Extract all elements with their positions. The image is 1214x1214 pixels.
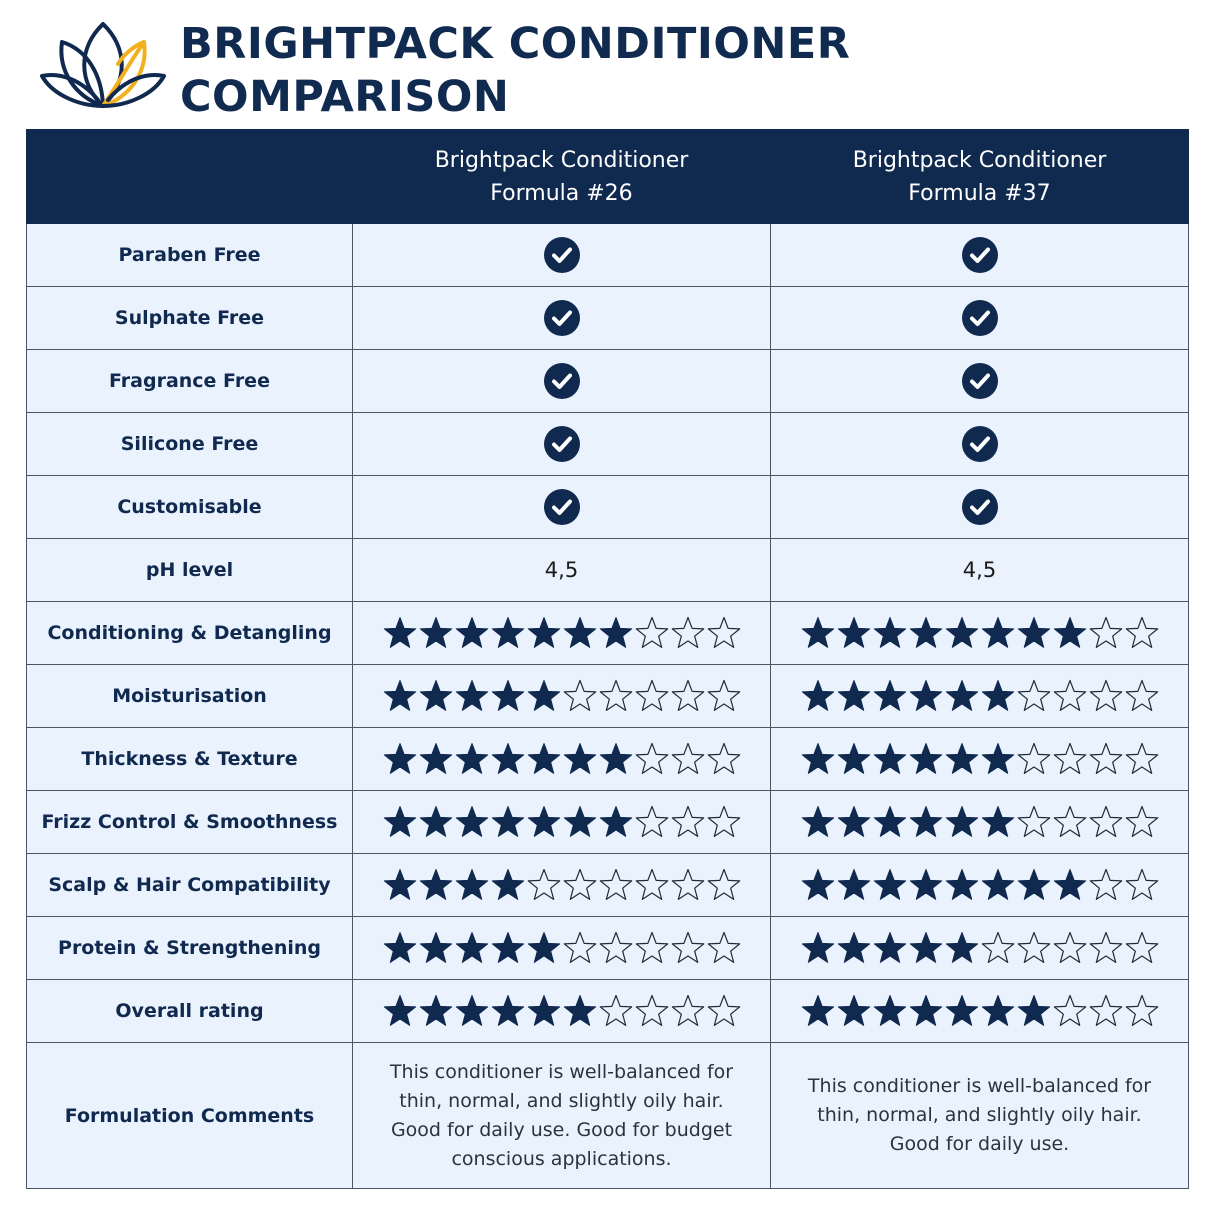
star-empty-icon	[707, 805, 741, 839]
star-empty-icon	[1053, 805, 1087, 839]
star-filled-icon	[981, 742, 1015, 776]
table-row	[27, 665, 1189, 728]
row-label: Paraben Free	[27, 224, 353, 287]
star-filled-icon	[563, 742, 597, 776]
star-filled-icon	[599, 742, 633, 776]
star-empty-icon	[635, 805, 669, 839]
star-empty-icon	[1125, 931, 1159, 965]
star-filled-icon	[527, 994, 561, 1028]
star-filled-icon	[455, 679, 489, 713]
star-empty-icon	[635, 994, 669, 1028]
table-row	[27, 350, 1189, 413]
check-circle-icon	[961, 299, 999, 337]
star-empty-icon	[671, 868, 705, 902]
star-empty-icon	[707, 616, 741, 650]
comment-line: Good for daily use.	[889, 1133, 1070, 1155]
cell-formula-37	[771, 224, 1189, 287]
table-row	[27, 917, 1189, 980]
cell-formula-37	[771, 350, 1189, 413]
star-empty-icon	[1125, 805, 1159, 839]
star-filled-icon	[491, 616, 525, 650]
star-filled-icon	[455, 994, 489, 1028]
star-filled-icon	[455, 868, 489, 902]
table-row	[27, 791, 1189, 854]
formulation-comment	[353, 1058, 770, 1174]
star-filled-icon	[981, 994, 1015, 1028]
star-empty-icon	[707, 742, 741, 776]
star-filled-icon	[419, 742, 453, 776]
cell-formula-26	[353, 287, 771, 350]
cell-formula-26	[353, 917, 771, 980]
table-row	[27, 224, 1189, 287]
star-empty-icon	[599, 994, 633, 1028]
star-filled-icon	[837, 679, 871, 713]
table-row	[27, 854, 1189, 917]
cell-formula-37	[771, 1043, 1189, 1189]
cell-formula-37	[771, 791, 1189, 854]
star-filled-icon	[837, 994, 871, 1028]
check-circle-icon	[543, 488, 581, 526]
star-filled-icon	[801, 679, 835, 713]
cell-formula-37	[771, 665, 1189, 728]
comment-line: conscious applications.	[451, 1147, 672, 1170]
star-filled-icon	[527, 616, 561, 650]
check-circle-icon	[961, 236, 999, 274]
star-empty-icon	[1053, 679, 1087, 713]
star-empty-icon	[1017, 931, 1051, 965]
comment-line: This conditioner is well-balanced for	[807, 1075, 1152, 1097]
title-line-1: BRIGHTPACK CONDITIONER	[180, 19, 851, 69]
star-rating	[801, 805, 1159, 839]
comment-line: thin, normal, and slightly oily hair.	[817, 1104, 1142, 1126]
check-circle-icon	[961, 488, 999, 526]
header-formula-37-line-2: Formula #37	[908, 180, 1051, 206]
cell-formula-26	[353, 350, 771, 413]
row-label: Silicone Free	[27, 413, 353, 476]
star-empty-icon	[635, 931, 669, 965]
star-filled-icon	[909, 994, 943, 1028]
star-empty-icon	[599, 868, 633, 902]
table-row	[27, 728, 1189, 791]
comment-line: Good for daily use. Good for budget	[390, 1118, 733, 1141]
star-empty-icon	[599, 679, 633, 713]
cell-formula-37	[771, 854, 1189, 917]
check-circle-icon	[961, 425, 999, 463]
cell-formula-26	[353, 1043, 771, 1189]
star-empty-icon	[707, 679, 741, 713]
star-empty-icon	[1017, 679, 1051, 713]
star-filled-icon	[527, 931, 561, 965]
star-empty-icon	[981, 931, 1015, 965]
cell-formula-26	[353, 728, 771, 791]
star-rating	[383, 805, 741, 839]
star-filled-icon	[491, 679, 525, 713]
star-rating	[801, 868, 1159, 902]
cell-formula-37	[771, 476, 1189, 539]
star-filled-icon	[909, 868, 943, 902]
star-filled-icon	[455, 931, 489, 965]
star-empty-icon	[671, 994, 705, 1028]
star-filled-icon	[801, 994, 835, 1028]
star-filled-icon	[383, 931, 417, 965]
row-label: Thickness & Texture	[27, 728, 353, 791]
star-filled-icon	[383, 616, 417, 650]
star-empty-icon	[671, 931, 705, 965]
comparison-table	[26, 129, 1189, 1189]
star-filled-icon	[837, 805, 871, 839]
star-filled-icon	[873, 994, 907, 1028]
cell-formula-37	[771, 602, 1189, 665]
star-filled-icon	[837, 931, 871, 965]
star-rating	[383, 742, 741, 776]
check-circle-icon	[543, 362, 581, 400]
star-filled-icon	[491, 931, 525, 965]
title-line-2: COMPARISON	[180, 72, 510, 122]
star-rating	[801, 679, 1159, 713]
star-filled-icon	[873, 931, 907, 965]
star-empty-icon	[1125, 679, 1159, 713]
star-filled-icon	[599, 805, 633, 839]
star-empty-icon	[563, 931, 597, 965]
star-empty-icon	[671, 805, 705, 839]
star-filled-icon	[455, 805, 489, 839]
star-empty-icon	[671, 679, 705, 713]
star-filled-icon	[945, 742, 979, 776]
star-empty-icon	[1089, 805, 1123, 839]
cell-formula-26	[353, 413, 771, 476]
cell-formula-37	[771, 413, 1189, 476]
star-filled-icon	[563, 805, 597, 839]
star-empty-icon	[1089, 994, 1123, 1028]
star-empty-icon	[1125, 868, 1159, 902]
row-label: Moisturisation	[27, 665, 353, 728]
star-filled-icon	[945, 994, 979, 1028]
header	[0, 0, 1214, 128]
star-filled-icon	[945, 931, 979, 965]
check-circle-icon	[543, 299, 581, 337]
star-filled-icon	[383, 868, 417, 902]
table-row	[27, 602, 1189, 665]
star-filled-icon	[909, 616, 943, 650]
star-filled-icon	[419, 679, 453, 713]
row-label: Overall rating	[27, 980, 353, 1043]
star-empty-icon	[635, 742, 669, 776]
header-empty-cell	[27, 130, 353, 224]
star-empty-icon	[1017, 805, 1051, 839]
row-label: Sulphate Free	[27, 287, 353, 350]
star-filled-icon	[873, 742, 907, 776]
star-filled-icon	[527, 679, 561, 713]
star-filled-icon	[419, 805, 453, 839]
cell-formula-37	[771, 728, 1189, 791]
star-filled-icon	[419, 616, 453, 650]
star-empty-icon	[671, 616, 705, 650]
star-filled-icon	[383, 679, 417, 713]
star-empty-icon	[707, 994, 741, 1028]
star-empty-icon	[707, 931, 741, 965]
star-rating	[801, 994, 1159, 1028]
star-empty-icon	[1053, 994, 1087, 1028]
check-circle-icon	[543, 236, 581, 274]
star-empty-icon	[1017, 742, 1051, 776]
star-filled-icon	[909, 742, 943, 776]
cell-formula-26: 4,5	[353, 539, 771, 602]
header-formula-26-line-2: Formula #26	[490, 180, 633, 206]
row-label: Protein & Strengthening	[27, 917, 353, 980]
star-filled-icon	[873, 868, 907, 902]
cell-formula-26	[353, 602, 771, 665]
comment-line: This conditioner is well-balanced for	[389, 1060, 734, 1083]
star-filled-icon	[419, 931, 453, 965]
row-label: Customisable	[27, 476, 353, 539]
table-row	[27, 980, 1189, 1043]
star-filled-icon	[837, 616, 871, 650]
star-filled-icon	[1053, 616, 1087, 650]
star-empty-icon	[707, 868, 741, 902]
star-filled-icon	[873, 679, 907, 713]
star-empty-icon	[635, 868, 669, 902]
cell-formula-37	[771, 287, 1189, 350]
check-circle-icon	[543, 425, 581, 463]
header-formula-37	[771, 130, 1189, 224]
star-filled-icon	[981, 805, 1015, 839]
star-filled-icon	[945, 679, 979, 713]
star-empty-icon	[1089, 868, 1123, 902]
star-rating	[383, 931, 741, 965]
star-filled-icon	[945, 616, 979, 650]
star-empty-icon	[635, 616, 669, 650]
table-row	[27, 476, 1189, 539]
star-filled-icon	[801, 868, 835, 902]
star-empty-icon	[1125, 994, 1159, 1028]
check-circle-icon	[961, 362, 999, 400]
star-filled-icon	[527, 742, 561, 776]
star-filled-icon	[981, 868, 1015, 902]
star-empty-icon	[1125, 742, 1159, 776]
star-filled-icon	[909, 679, 943, 713]
star-filled-icon	[945, 868, 979, 902]
star-rating	[383, 868, 741, 902]
star-filled-icon	[1017, 616, 1051, 650]
star-filled-icon	[455, 616, 489, 650]
star-filled-icon	[801, 742, 835, 776]
star-filled-icon	[945, 805, 979, 839]
star-filled-icon	[873, 616, 907, 650]
table-row	[27, 287, 1189, 350]
star-filled-icon	[563, 994, 597, 1028]
lotus-icon	[38, 20, 168, 112]
header-formula-26-line-1: Brightpack Conditioner	[434, 147, 689, 173]
star-filled-icon	[491, 742, 525, 776]
row-label: Scalp & Hair Compatibility	[27, 854, 353, 917]
star-filled-icon	[383, 994, 417, 1028]
star-empty-icon	[1053, 931, 1087, 965]
star-filled-icon	[837, 868, 871, 902]
star-filled-icon	[419, 994, 453, 1028]
star-filled-icon	[1017, 868, 1051, 902]
star-empty-icon	[563, 679, 597, 713]
star-filled-icon	[383, 742, 417, 776]
cell-formula-26	[353, 854, 771, 917]
star-filled-icon	[981, 616, 1015, 650]
star-rating	[801, 616, 1159, 650]
star-empty-icon	[527, 868, 561, 902]
star-filled-icon	[801, 805, 835, 839]
star-filled-icon	[909, 931, 943, 965]
star-filled-icon	[563, 616, 597, 650]
header-formula-26	[353, 130, 771, 224]
table-row	[27, 1043, 1189, 1189]
cell-formula-37	[771, 917, 1189, 980]
table-row	[27, 413, 1189, 476]
star-empty-icon	[1125, 616, 1159, 650]
star-rating	[383, 616, 741, 650]
star-empty-icon	[1089, 679, 1123, 713]
star-empty-icon	[671, 742, 705, 776]
star-empty-icon	[1089, 616, 1123, 650]
star-filled-icon	[599, 616, 633, 650]
cell-formula-26	[353, 665, 771, 728]
star-rating	[801, 742, 1159, 776]
star-empty-icon	[563, 868, 597, 902]
star-rating	[383, 679, 741, 713]
cell-formula-26	[353, 476, 771, 539]
row-label: Fragrance Free	[27, 350, 353, 413]
star-empty-icon	[1053, 742, 1087, 776]
star-filled-icon	[801, 616, 835, 650]
star-filled-icon	[837, 742, 871, 776]
cell-formula-26	[353, 791, 771, 854]
row-label: Formulation Comments	[27, 1043, 353, 1189]
header-formula-37-line-1: Brightpack Conditioner	[852, 147, 1107, 173]
star-filled-icon	[801, 931, 835, 965]
star-filled-icon	[383, 805, 417, 839]
cell-formula-26	[353, 224, 771, 287]
cell-formula-37: 4,5	[771, 539, 1189, 602]
star-filled-icon	[527, 805, 561, 839]
star-filled-icon	[1017, 994, 1051, 1028]
star-empty-icon	[635, 679, 669, 713]
star-rating	[801, 931, 1159, 965]
page-title	[180, 18, 850, 124]
star-filled-icon	[909, 805, 943, 839]
cell-formula-26	[353, 980, 771, 1043]
star-filled-icon	[491, 994, 525, 1028]
row-label: Conditioning & Detangling	[27, 602, 353, 665]
formulation-comment	[771, 1072, 1188, 1159]
table-header-row	[27, 130, 1189, 224]
star-filled-icon	[981, 679, 1015, 713]
row-label: pH level	[27, 539, 353, 602]
star-filled-icon	[491, 805, 525, 839]
table-row	[27, 539, 1189, 602]
star-rating	[383, 994, 741, 1028]
star-filled-icon	[455, 742, 489, 776]
row-label: Frizz Control & Smoothness	[27, 791, 353, 854]
star-filled-icon	[419, 868, 453, 902]
star-empty-icon	[1089, 931, 1123, 965]
star-filled-icon	[491, 868, 525, 902]
cell-formula-37	[771, 980, 1189, 1043]
star-empty-icon	[1089, 742, 1123, 776]
star-empty-icon	[599, 931, 633, 965]
comment-line: thin, normal, and slightly oily hair.	[399, 1089, 724, 1112]
star-filled-icon	[873, 805, 907, 839]
star-filled-icon	[1053, 868, 1087, 902]
